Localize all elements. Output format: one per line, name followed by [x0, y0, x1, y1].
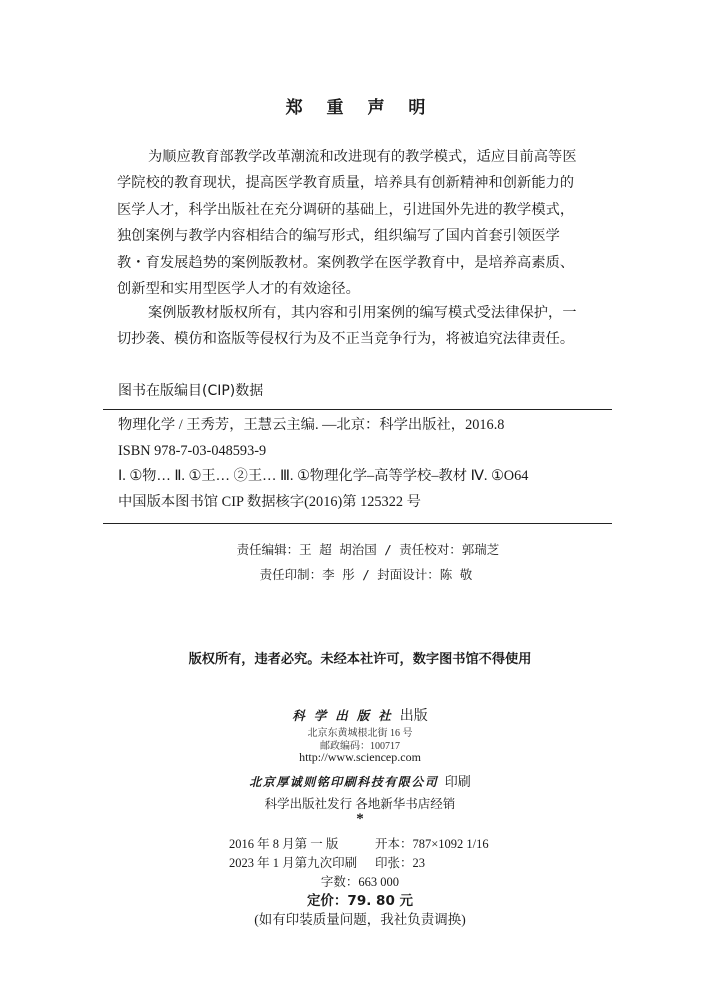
- cip-record-number-line: 中国版本图书馆 CIP 数据核字(2016)第 125322 号: [118, 493, 421, 510]
- paragraph-line: 切抄袭、模仿和盗版等侵权行为及不正当竞争行为，将被追究法律责任。: [117, 331, 575, 348]
- paragraph-line: 学院校的教育现状，提高医学教育质量，培养具有创新精神和创新能力的: [117, 175, 575, 192]
- statement-paragraph-2: [117, 300, 599, 353]
- distribution-line: 科学出版社发行 各地新华书店经销: [264, 797, 456, 811]
- editor-credits: 责任编辑：王 超 胡治国 / 责任校对：郭瑞芝: [236, 542, 500, 557]
- paragraph-line: 独创案例与教学内容相结合的编写形式，组织编写了国内首套引领医学: [117, 228, 560, 245]
- production-credits: 责任印制：李 彤 / 封面设计：陈 敬: [259, 567, 473, 582]
- cip-bottom-rule: [103, 523, 612, 524]
- publisher-suffix: 出版: [399, 709, 428, 724]
- cip-classification-line: Ⅰ. ①物… Ⅱ. ①王… ②王… Ⅲ. ①物理化学–高等学校–教材 Ⅳ. ①O64: [118, 468, 529, 484]
- cip-heading: 图书在版编目(CIP)数据: [118, 383, 264, 399]
- publisher-address: 北京东黄城根北街 16 号: [307, 728, 413, 739]
- statement-paragraph-1: [117, 144, 599, 302]
- separator-asterisk: *: [356, 811, 364, 827]
- cip-title-line: 物理化学 / 王秀芳，王慧云主编. —北京：科学出版社，2016.8: [118, 417, 505, 433]
- first-edition-date: 2016 年 8 月第 一 版: [229, 837, 339, 851]
- price: 定价：79. 80 元: [306, 893, 414, 909]
- cip-top-rule: [103, 409, 612, 410]
- rights-notice: 版权所有，违者必究。未经本社许可，数字图书馆不得使用: [188, 652, 532, 667]
- statement-title: 郑 重 声 明: [285, 98, 435, 118]
- publisher-logo-text: 科学出版社: [292, 708, 400, 723]
- word-count: 字数：663 000: [320, 875, 400, 889]
- quality-note: (如有印装质量问题，我社负责调换): [254, 912, 466, 927]
- paragraph-line: 案例版教材版权所有，其内容和引用案例的编写模式受法律保护，一: [148, 305, 577, 321]
- printing-date: 2023 年 1 月第九次印刷: [229, 856, 358, 870]
- book-format: 开本：787×1092 1/16: [375, 837, 489, 851]
- paragraph-line: 医学人才，科学出版社在充分调研的基础上，引进国外先进的教学模式，: [117, 201, 575, 218]
- paragraph-line: 教・育发展趋势的案例版教材。案例教学在医学教育中，是培养高素质、: [117, 254, 575, 271]
- publisher-postcode: 邮政编码：100717: [320, 741, 400, 752]
- paragraph-line: 创新型和实用型医学人才的有效途径。: [117, 281, 360, 298]
- paragraph-line: 为顺应教育部教学改革潮流和改进现有的教学模式，适应目前高等医: [148, 149, 577, 165]
- printer-suffix: 印刷: [444, 774, 471, 789]
- printer-logo-text: 北京厚诚则铭印刷科技有限公司: [249, 775, 439, 789]
- publisher-url: http://www.sciencep.com: [299, 750, 421, 764]
- cip-record: [118, 413, 612, 515]
- cip-isbn-line: ISBN 978-7-03-048593-9: [118, 442, 267, 459]
- printed-sheets: 印张：23: [375, 856, 426, 870]
- publisher-line: [0, 705, 720, 725]
- printer-line: [0, 771, 720, 790]
